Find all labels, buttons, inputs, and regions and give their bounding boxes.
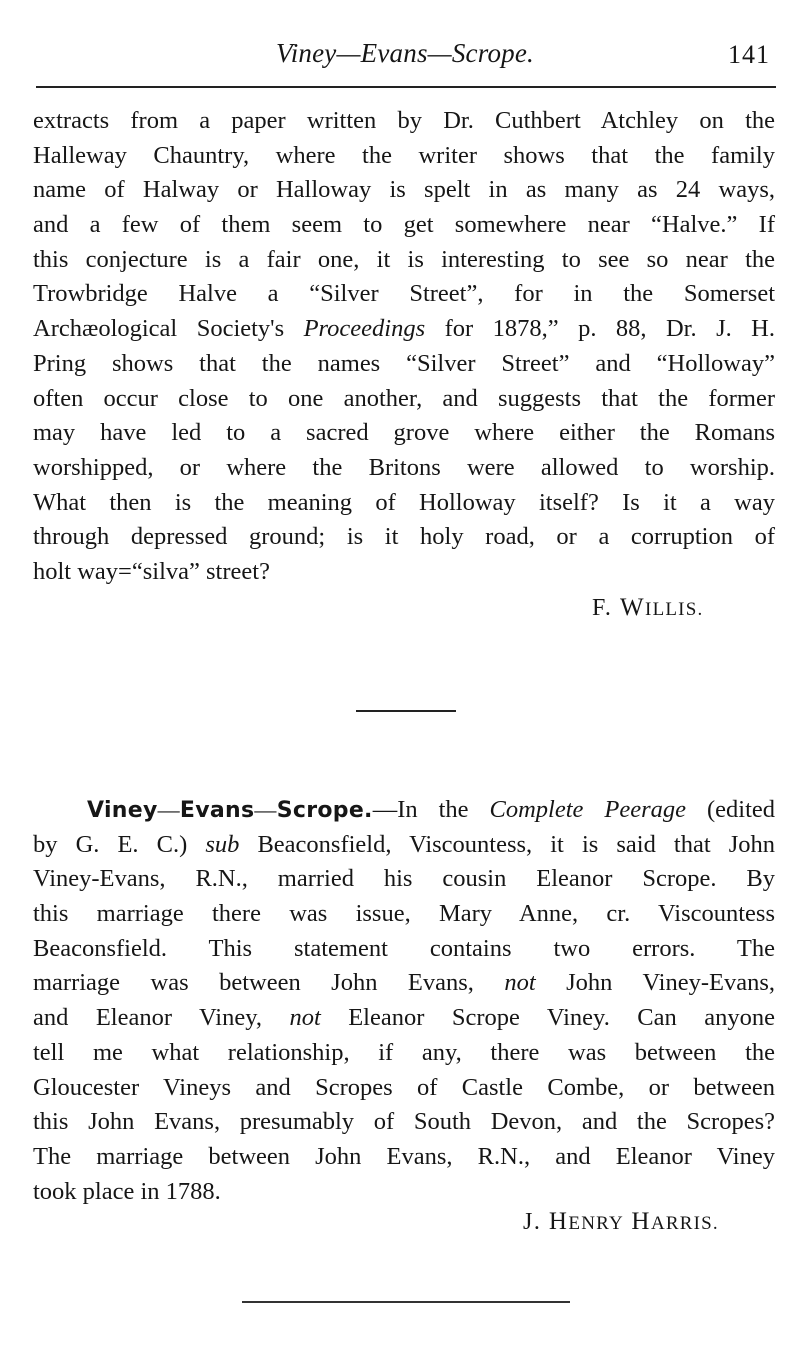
heading-word: Viney [87,798,158,823]
text-line: Pring shows that the names “Silver Street” and “Holloway” [33,349,775,377]
text-line: The marriage between John Evans, R.N., and Eleanor Viney [33,1142,775,1170]
italic-not: not [289,1004,321,1032]
text-line: took place in 1788. [33,1177,221,1205]
italic-title-complete-peerage: Complete Peerage [489,796,686,823]
text-line: Gloucester Vineys and Scropes of Castle Combe, or between [33,1073,775,1101]
signature-surname-initial: W [619,594,646,621]
running-head [36,36,774,76]
text-run: John Viney-Evans, [535,969,776,997]
running-title: Viney—Evans—Scrope. [276,38,534,68]
text-line [33,1001,775,1036]
heading-dash: — [254,797,277,822]
signature-j-henry-harris [523,1208,719,1236]
signature-initial: J. [523,1209,542,1235]
text-run: by G. E. C.) [33,830,206,858]
paragraph-viney-evans-scrope [33,793,775,1209]
text-run: marriage was between John Evans, [33,969,505,997]
text-line: and a few of them seem to get somewhere near “Halve.” If [33,211,775,239]
text-line [33,312,775,347]
signature-initial: F. [592,595,613,621]
heading-dash: — [372,796,398,823]
text-line: through depressed ground; is it holy road, or a corruption of [33,523,775,551]
text-run: (edited [686,796,775,823]
signature-surname-rest: ARRIS. [650,1213,719,1234]
text-run: In the [397,796,490,823]
italic-sub: sub [205,830,240,858]
text-run: Eleanor Scrope Viney. Can anyone [320,1004,775,1032]
text-line: tell me what relationship, if any, there was between the [33,1038,775,1066]
text-line [33,793,775,828]
section-divider [356,710,456,712]
signature-surname-initial: H [631,1208,651,1235]
text-line [33,966,775,1001]
paragraph-halloway [33,104,775,590]
text-run: for 1878,” p. 88, Dr. J. H. [425,315,775,343]
heading-word: Scrope. [276,798,373,823]
text-line: What then is the meaning of Holloway itself? Is it a way [33,488,775,516]
text-run: and Eleanor Viney, [33,1004,290,1032]
text-line: Viney-Evans, R.N., married his cousin Eleanor Scrope. By [33,865,775,893]
page-number: 141 [728,40,770,69]
italic-title-proceedings: Proceedings [303,315,426,343]
text-line: often occur close to one another, and suggests that the former [33,384,775,412]
text-line: extracts from a paper written by Dr. Cuthbert Atchley on the [33,107,775,134]
text-line: this conjecture is a fair one, it is interesting to see so near the [33,245,775,273]
entry-heading [87,798,373,823]
text-line: this marriage there was issue, Mary Anne, cr. Viscountess [33,900,775,928]
text-line: Beaconsfield. This statement contains two errors. The [33,934,775,962]
text-line: name of Halway or Halloway is spelt in as many as 24 ways, [33,176,775,204]
text-line: holt way=“silva” street? [33,557,270,585]
text-line: this John Evans, presumably of South Devon, and the Scropes? [33,1108,775,1136]
text-line: Trowbridge Halve a “Silver Street”, for in the Somerset [33,280,775,308]
text-line [33,828,775,863]
italic-not: not [504,969,536,997]
text-line: Halleway Chauntry, where the writer shows that the family [33,141,775,169]
text-line: worshipped, or where the Britons were allowed to worship. [33,453,775,481]
end-rule [242,1301,570,1303]
signature-surname-rest: ILLIS. [645,599,704,620]
signature-name-rest: ENRY [568,1213,624,1234]
heading-word: Evans [179,798,255,823]
text-run: Archæological Society's [33,315,304,343]
text-line: may have led to a sacred grove where either the Romans [33,419,775,447]
signature-name-initial: H [548,1208,569,1235]
header-rule [36,86,776,88]
text-run: Beaconsfield, Viscountess, it is said that John [239,830,775,858]
signature-f-willis [592,594,703,622]
heading-dash: — [157,797,180,822]
